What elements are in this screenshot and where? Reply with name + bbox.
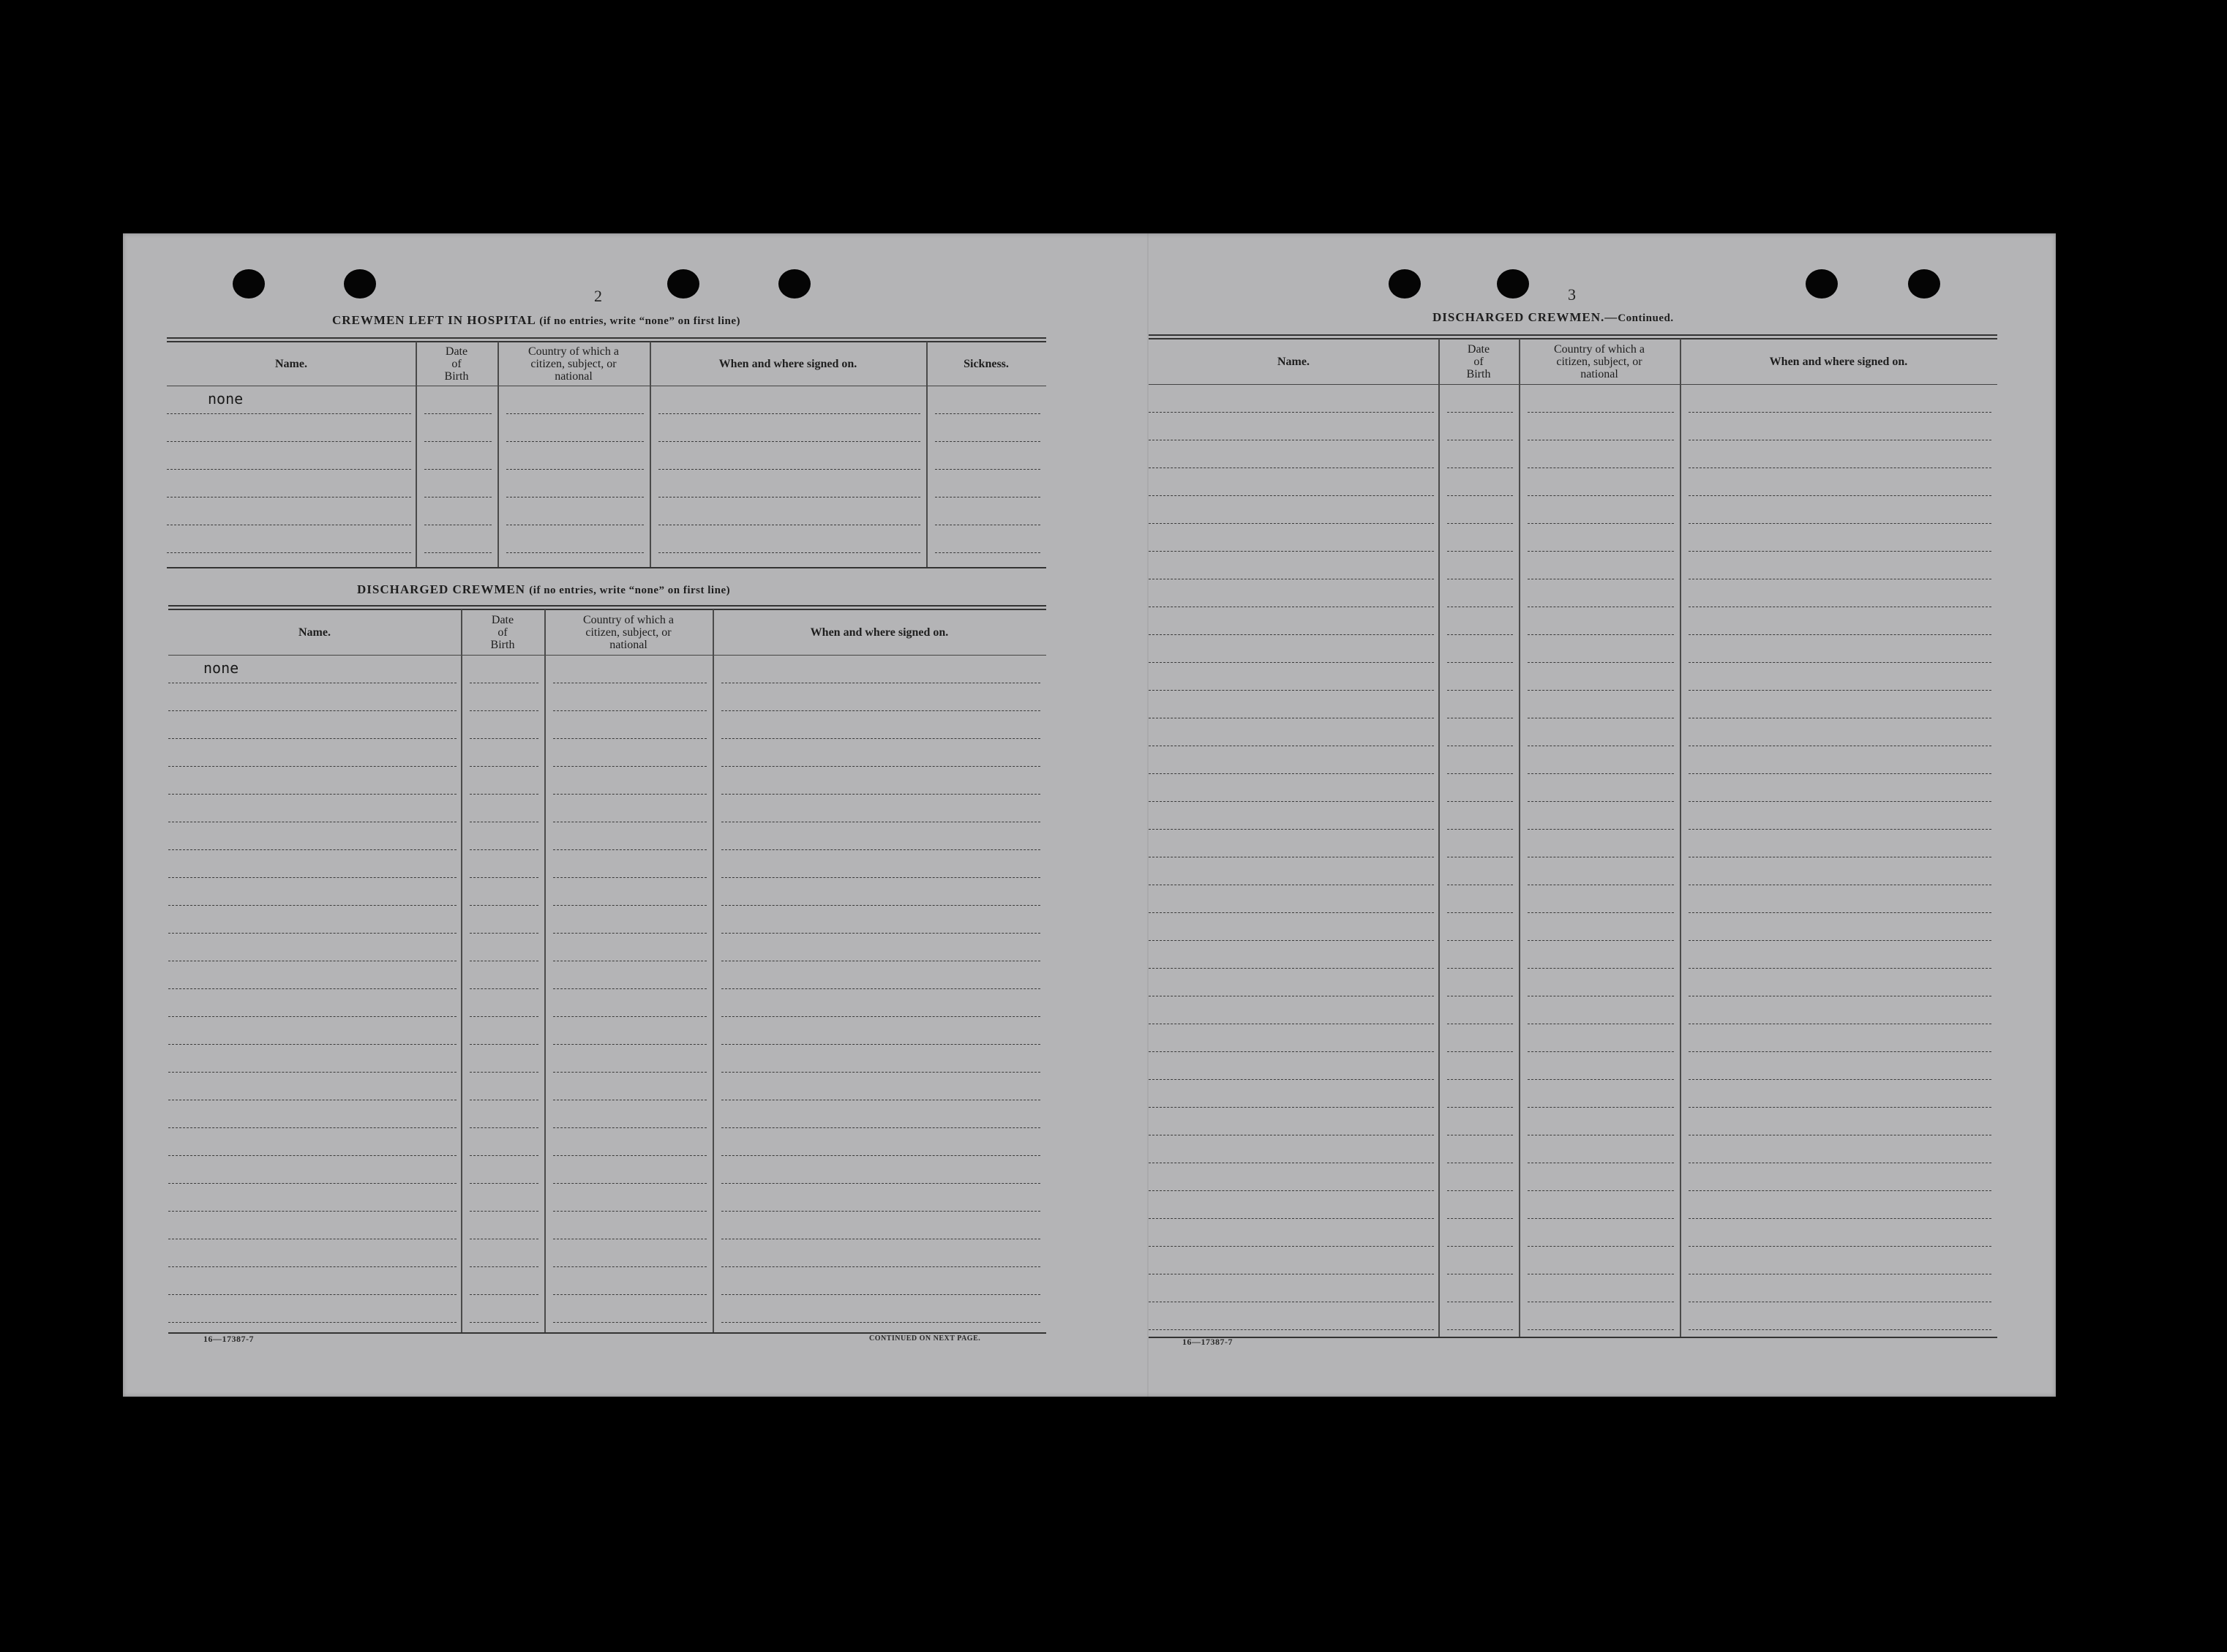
entry-line <box>1689 801 1991 802</box>
entry-line <box>1149 523 1434 524</box>
page-number-left: 2 <box>594 287 602 305</box>
entry-line <box>168 1211 457 1212</box>
entry-line <box>470 988 538 989</box>
entry-line <box>721 1211 1040 1212</box>
entry-line <box>168 1155 457 1156</box>
entry-line <box>1149 801 1434 802</box>
entry-line <box>721 1127 1040 1128</box>
entry-line <box>168 1016 457 1017</box>
entry-line <box>470 738 538 739</box>
entry-line <box>1447 690 1513 691</box>
entry-line <box>1447 801 1513 802</box>
entry-line <box>168 849 457 850</box>
entry-line <box>1447 495 1513 496</box>
column-header: Date of Birth <box>444 345 469 383</box>
entry-line <box>553 1155 707 1156</box>
entry-line <box>168 1183 457 1184</box>
page-number-right: 3 <box>1568 285 1576 304</box>
entry-line <box>470 794 538 795</box>
entry-line <box>168 1322 457 1323</box>
entry-line <box>1689 412 1991 413</box>
name-entry: none <box>208 390 244 408</box>
hospital-table <box>167 337 1046 568</box>
entry-line <box>424 497 492 498</box>
continued-note: CONTINUED ON NEXT PAGE. <box>869 1334 981 1343</box>
entry-line <box>935 552 1040 553</box>
punch-hole <box>667 269 699 299</box>
entry-line <box>553 766 707 767</box>
entry-line <box>1447 773 1513 774</box>
punch-hole <box>778 269 811 299</box>
entry-line <box>168 905 457 906</box>
entry-line <box>553 1044 707 1045</box>
entry-line <box>470 1211 538 1212</box>
entry-line <box>167 469 411 470</box>
entry-line <box>167 552 411 553</box>
entry-line <box>1149 1107 1434 1108</box>
entry-line <box>1149 1051 1434 1052</box>
entry-line <box>1447 662 1513 663</box>
entry-line <box>1528 662 1674 663</box>
entry-line <box>1528 1107 1674 1108</box>
column-header: When and where signed on. <box>1769 355 1908 368</box>
column-divider <box>713 609 714 1332</box>
discharged-section-title <box>357 582 730 597</box>
hospital-title-text: CREWMEN LEFT IN HOSPITAL <box>332 313 536 327</box>
entry-line <box>168 1294 457 1295</box>
entry-line <box>1689 495 1991 496</box>
form-sheet <box>123 233 2056 1397</box>
entry-line <box>553 849 707 850</box>
table-bottom-rule <box>168 1332 1046 1334</box>
entry-line <box>721 1322 1040 1323</box>
entry-line <box>1689 940 1991 941</box>
entry-line <box>506 552 644 553</box>
entry-line <box>1689 1051 1991 1052</box>
entry-line <box>470 1044 538 1045</box>
entry-line <box>658 552 920 553</box>
entry-line <box>168 1266 457 1267</box>
entry-line <box>721 1266 1040 1267</box>
entry-line <box>424 413 492 414</box>
entry-line <box>168 988 457 989</box>
entry-line <box>1528 690 1674 691</box>
table-bottom-rule <box>1149 1337 1997 1338</box>
continued-title-text: DISCHARGED CREWMEN.— <box>1432 310 1618 324</box>
column-header: Name. <box>1277 355 1310 368</box>
entry-line <box>1528 495 1674 496</box>
entry-line <box>1689 1079 1991 1080</box>
entry-line <box>721 988 1040 989</box>
entry-line <box>935 469 1040 470</box>
header-rule <box>1149 384 1997 385</box>
entry-line <box>1447 912 1513 913</box>
entry-line <box>470 710 538 711</box>
entry-line <box>1528 801 1674 802</box>
entry-line <box>1689 773 1991 774</box>
entry-line <box>1149 940 1434 941</box>
entry-line <box>1528 1218 1674 1219</box>
entry-line <box>1689 634 1991 635</box>
entry-line <box>470 877 538 878</box>
entry-line <box>424 441 492 442</box>
continued-table <box>1149 334 1997 1338</box>
entry-line <box>658 497 920 498</box>
entry-line <box>1528 551 1674 552</box>
entry-line <box>470 1294 538 1295</box>
entry-line <box>1447 634 1513 635</box>
entry-line <box>1149 829 1434 830</box>
column-divider <box>1438 339 1440 1337</box>
name-entry: none <box>203 659 239 677</box>
entry-line <box>1149 662 1434 663</box>
entry-line <box>1528 829 1674 830</box>
entry-line <box>1528 1329 1674 1330</box>
punch-hole <box>1908 269 1940 299</box>
entry-line <box>1149 634 1434 635</box>
entry-line <box>1689 523 1991 524</box>
column-divider <box>461 609 462 1332</box>
entry-line <box>1689 1246 1991 1247</box>
entry-line <box>1149 551 1434 552</box>
hospital-title-note: (if no entries, write “none” on first line) <box>539 315 740 327</box>
entry-line <box>168 1044 457 1045</box>
punch-hole <box>1806 269 1838 299</box>
continued-section-title <box>1432 310 1674 325</box>
entry-line <box>553 933 707 934</box>
entry-line <box>553 710 707 711</box>
entry-line <box>1149 412 1434 413</box>
entry-line <box>1528 1190 1674 1191</box>
entry-line <box>1447 1107 1513 1108</box>
entry-line <box>1689 1329 1991 1330</box>
entry-line <box>1447 968 1513 969</box>
entry-line <box>553 1266 707 1267</box>
entry-line <box>470 1127 538 1128</box>
entry-line <box>553 1072 707 1073</box>
entry-line <box>553 1211 707 1212</box>
entry-line <box>506 413 644 414</box>
punch-hole <box>233 269 265 299</box>
entry-line <box>935 497 1040 498</box>
entry-line <box>168 1072 457 1073</box>
entry-line <box>1447 1190 1513 1191</box>
entry-line <box>721 1183 1040 1184</box>
entry-line <box>721 877 1040 878</box>
continued-title-suffix: Continued. <box>1618 312 1674 324</box>
entry-line <box>1149 968 1434 969</box>
entry-line <box>658 441 920 442</box>
entry-line <box>553 877 707 878</box>
right-form-number: 16—17387-7 <box>1182 1337 1233 1347</box>
entry-line <box>470 1266 538 1267</box>
entry-line <box>1447 523 1513 524</box>
entry-line <box>1528 634 1674 635</box>
entry-line <box>553 1127 707 1128</box>
entry-line <box>168 766 457 767</box>
punch-hole <box>344 269 376 299</box>
entry-line <box>935 441 1040 442</box>
column-header: Country of which a citizen, subject, or national <box>583 613 674 651</box>
entry-line <box>1528 912 1674 913</box>
entry-line <box>1149 773 1434 774</box>
entry-line <box>658 413 920 414</box>
column-header: Name. <box>298 626 331 639</box>
column-divider <box>650 342 651 567</box>
entry-line <box>470 1072 538 1073</box>
entry-line <box>470 849 538 850</box>
entry-line <box>553 905 707 906</box>
entry-line <box>1689 829 1991 830</box>
entry-line <box>1528 773 1674 774</box>
entry-line <box>1528 1079 1674 1080</box>
entry-line <box>1528 412 1674 413</box>
discharged-title-note: (if no entries, write “none” on first line) <box>529 585 731 596</box>
entry-line <box>721 1072 1040 1073</box>
entry-line <box>167 441 411 442</box>
column-header: Date of Birth <box>490 613 515 651</box>
entry-line <box>1447 1246 1513 1247</box>
entry-line <box>1149 690 1434 691</box>
entry-line <box>553 1183 707 1184</box>
entry-line <box>1689 1107 1991 1108</box>
entry-line <box>506 441 644 442</box>
entry-line <box>1447 940 1513 941</box>
entry-line <box>1689 1218 1991 1219</box>
entry-line <box>721 710 1040 711</box>
entry-line <box>1149 1218 1434 1219</box>
entry-line <box>167 497 411 498</box>
column-divider <box>416 342 417 567</box>
entry-line <box>1689 1190 1991 1191</box>
entry-line <box>168 710 457 711</box>
entry-line <box>721 849 1040 850</box>
entry-line <box>424 552 492 553</box>
column-divider <box>926 342 928 567</box>
table-top-rule <box>1149 334 1997 336</box>
entry-line <box>1447 551 1513 552</box>
entry-line <box>168 1127 457 1128</box>
entry-line <box>1447 412 1513 413</box>
column-divider <box>1519 339 1520 1337</box>
entry-line <box>1447 1051 1513 1052</box>
entry-line <box>721 766 1040 767</box>
entry-line <box>424 469 492 470</box>
entry-line <box>721 794 1040 795</box>
entry-line <box>1149 1190 1434 1191</box>
discharged-title-text: DISCHARGED CREWMEN <box>357 582 526 596</box>
entry-line <box>506 497 644 498</box>
column-header: When and where signed on. <box>810 626 949 639</box>
entry-line <box>1528 523 1674 524</box>
table-bottom-rule <box>167 567 1046 568</box>
entry-line <box>470 766 538 767</box>
entry-line <box>1528 1246 1674 1247</box>
entry-line <box>470 1016 538 1017</box>
entry-line <box>470 905 538 906</box>
entry-line <box>553 1294 707 1295</box>
entry-line <box>168 794 457 795</box>
discharged-table <box>168 605 1046 1334</box>
column-divider <box>497 342 499 567</box>
column-divider <box>544 609 546 1332</box>
entry-line <box>1689 662 1991 663</box>
entry-line <box>721 933 1040 934</box>
entry-line <box>553 794 707 795</box>
hospital-section-title <box>332 313 740 328</box>
column-header: Country of which a citizen, subject, or national <box>528 345 619 383</box>
column-header: Date of Birth <box>1466 342 1491 380</box>
entry-line <box>470 1155 538 1156</box>
column-divider <box>1680 339 1681 1337</box>
table-top-rule <box>167 337 1046 339</box>
entry-line <box>1447 1329 1513 1330</box>
entry-line <box>553 1016 707 1017</box>
entry-line <box>470 1322 538 1323</box>
entry-line <box>470 1183 538 1184</box>
entry-line <box>1689 551 1991 552</box>
entry-line <box>553 1322 707 1323</box>
entry-line <box>553 738 707 739</box>
entry-line <box>721 738 1040 739</box>
entry-line <box>1689 690 1991 691</box>
entry-line <box>1447 829 1513 830</box>
entry-line <box>1528 968 1674 969</box>
entry-line <box>506 469 644 470</box>
entry-line <box>721 1044 1040 1045</box>
entry-line <box>168 738 457 739</box>
column-header: Country of which a citizen, subject, or national <box>1554 342 1645 380</box>
entry-line <box>1447 1079 1513 1080</box>
entry-line <box>1447 1218 1513 1219</box>
header-rule <box>168 655 1046 656</box>
column-header: When and where signed on. <box>718 357 857 370</box>
entry-line <box>1149 1246 1434 1247</box>
entry-line <box>168 877 457 878</box>
entry-line <box>553 988 707 989</box>
column-header: Sickness. <box>964 357 1009 370</box>
entry-line <box>1149 495 1434 496</box>
entry-line <box>721 1155 1040 1156</box>
entry-line <box>658 469 920 470</box>
entry-line <box>1149 1329 1434 1330</box>
left-form-number: 16—17387-7 <box>203 1334 254 1344</box>
entry-line <box>1528 940 1674 941</box>
entry-line <box>721 905 1040 906</box>
entry-line <box>1689 912 1991 913</box>
entry-line <box>470 933 538 934</box>
entry-line <box>1149 912 1434 913</box>
entry-line <box>1689 968 1991 969</box>
entry-line <box>721 1016 1040 1017</box>
entry-line <box>167 413 411 414</box>
punch-hole <box>1497 269 1529 299</box>
entry-line <box>1528 1051 1674 1052</box>
entry-line <box>1149 1079 1434 1080</box>
entry-line <box>935 413 1040 414</box>
table-top-rule <box>168 605 1046 607</box>
entry-line <box>168 933 457 934</box>
entry-line <box>721 1294 1040 1295</box>
column-header: Name. <box>275 357 307 370</box>
punch-hole <box>1389 269 1421 299</box>
